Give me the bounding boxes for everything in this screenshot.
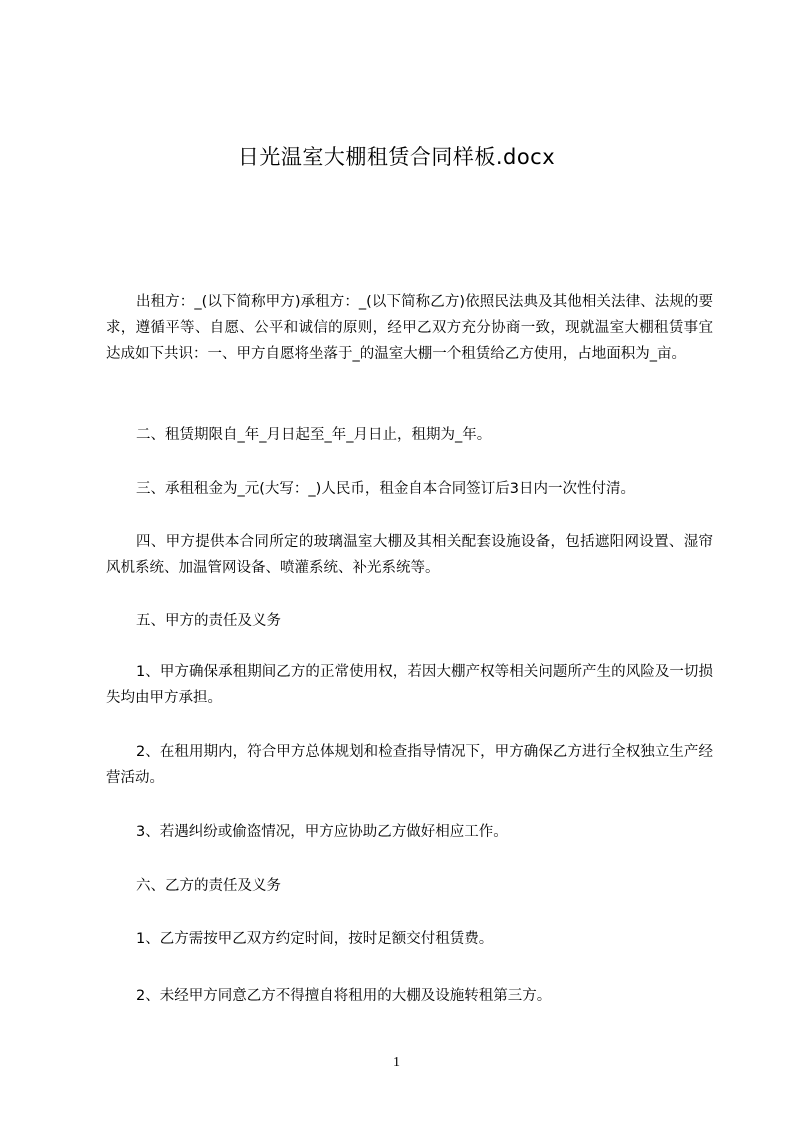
paragraph-rent: 三、承租租金为_元(大写：_)人民币，租金自本合同签订后3日内一次性付清。 xyxy=(136,481,636,497)
section-five-heading: 五、甲方的责任及义务 xyxy=(136,613,281,629)
section-six-heading: 六、乙方的责任及义务 xyxy=(136,878,281,894)
paragraph-six-item-2: 2、未经甲方同意乙方不得擅自将租用的大棚及设施转租第三方。 xyxy=(136,988,552,1004)
document-title: 日光温室大棚租赁合同样板.docx xyxy=(237,145,556,169)
paragraph-facilities: 四、甲方提供本合同所定的玻璃温室大棚及其相关配套设施设备，包括遮阳网设置、湿帘风机系统、加温管网设备、喷灌系统、补光系统等。 xyxy=(106,534,713,576)
paragraph-lease-term: 二、租赁期限自_年_月日起至_年_月日止，租期为_年。 xyxy=(136,427,492,443)
page-number: 1 xyxy=(393,1055,400,1070)
paragraph-five-item-3: 3、若遇纠纷或偷盗情况，甲方应协助乙方做好相应工作。 xyxy=(136,824,508,840)
paragraph-five-item-1: 1、甲方确保承租期间乙方的正常使用权，若因大棚产权等相关问题所产生的风险及一切损失均由甲方承担。 xyxy=(106,664,713,706)
paragraph-intro: 出租方：_(以下简称甲方)承租方：_(以下简称乙方)依照民法典及其他相关法律、法规的要求，遵循平等、自愿、公平和诚信的原则，经甲乙双方充分协商一致，现就温室大棚租赁事宜达成如下共识：一、甲方自愿将坐落于_的温室大棚一个租赁给乙方使用，占地面积为_亩。 xyxy=(106,294,713,362)
paragraph-five-item-2: 2、在租用期内，符合甲方总体规划和检查指导情况下，甲方确保乙方进行全权独立生产经营活动。 xyxy=(106,744,713,786)
paragraph-six-item-1: 1、乙方需按甲乙双方约定时间，按时足额交付租赁费。 xyxy=(136,931,494,947)
